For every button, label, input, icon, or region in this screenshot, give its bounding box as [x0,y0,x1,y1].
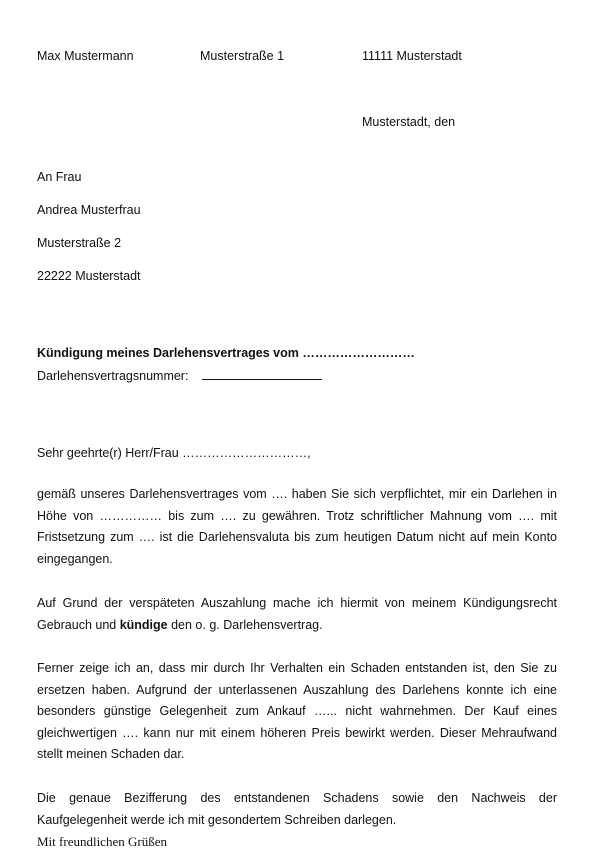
contract-number-line [37,367,322,384]
recipient-city: 22222 Musterstadt [37,269,141,283]
paragraph-2-emphasis: kündige [119,617,168,632]
paragraph-2-text-b: den o. g. Darlehensvertrag. [167,617,323,632]
sender-street: Musterstraße 1 [200,49,285,63]
sender-city: 11111 Musterstadt [362,49,462,63]
paragraph-2-text-a: Auf Grund der verspäteten Auszahlung mache ich hiermit von meinem Kündigungsrecht Gebrauch und [37,596,557,632]
contract-number-label: Darlehensvertragsnummer: [37,369,189,383]
paragraph-3: Ferner zeige ich an, dass mir durch Ihr Verhalten ein Schaden entstanden ist, den Sie zu ersetzen haben. Aufgrund der unterlassenen Auszahlung des Darlehens konnte ich eine besonders günstige Gelegenheit zum Ankauf …... nicht wahrnehmen. Der Kauf eines gleichwertigen …. kann nur mit einem höheren Preis bewirkt werden. Dieser Mehraufwand stellt meinen Schaden dar. [37,661,557,761]
place-date: Musterstadt, den [362,115,456,129]
recipient-street: Musterstraße 2 [37,236,122,250]
paragraph-1: gemäß unseres Darlehensvertrages vom …. haben Sie sich verpflichtet, mir ein Darlehen in Höhe von …………… bis zum …. zu gewähren. Trotz schriftlicher Mahnung vom …. mit Fristsetzung zum …. ist die Darlehensvaluta bis zum heutigen Datum nicht auf mein Konto eingegangen. [37,487,557,566]
greeting: Sehr geehrte(r) Herr/Frau …………………………, [37,446,311,460]
closing: Mit freundlichen Grüßen [37,834,167,849]
recipient-name: Andrea Musterfrau [37,203,141,217]
recipient-salutation: An Frau [37,170,82,184]
subject-title: Kündigung meines Darlehensvertrages vom ……………………… [37,346,415,360]
sender-name: Max Mustermann [37,49,134,63]
contract-number-blank [202,367,322,380]
paragraph-2 [37,593,557,636]
paragraph-4: Die genaue Bezifferung des entstandenen Schadens sowie den Nachweis der Kaufgelegenheit werde ich mit gesondertem Schreiben darlegen. [37,791,557,827]
